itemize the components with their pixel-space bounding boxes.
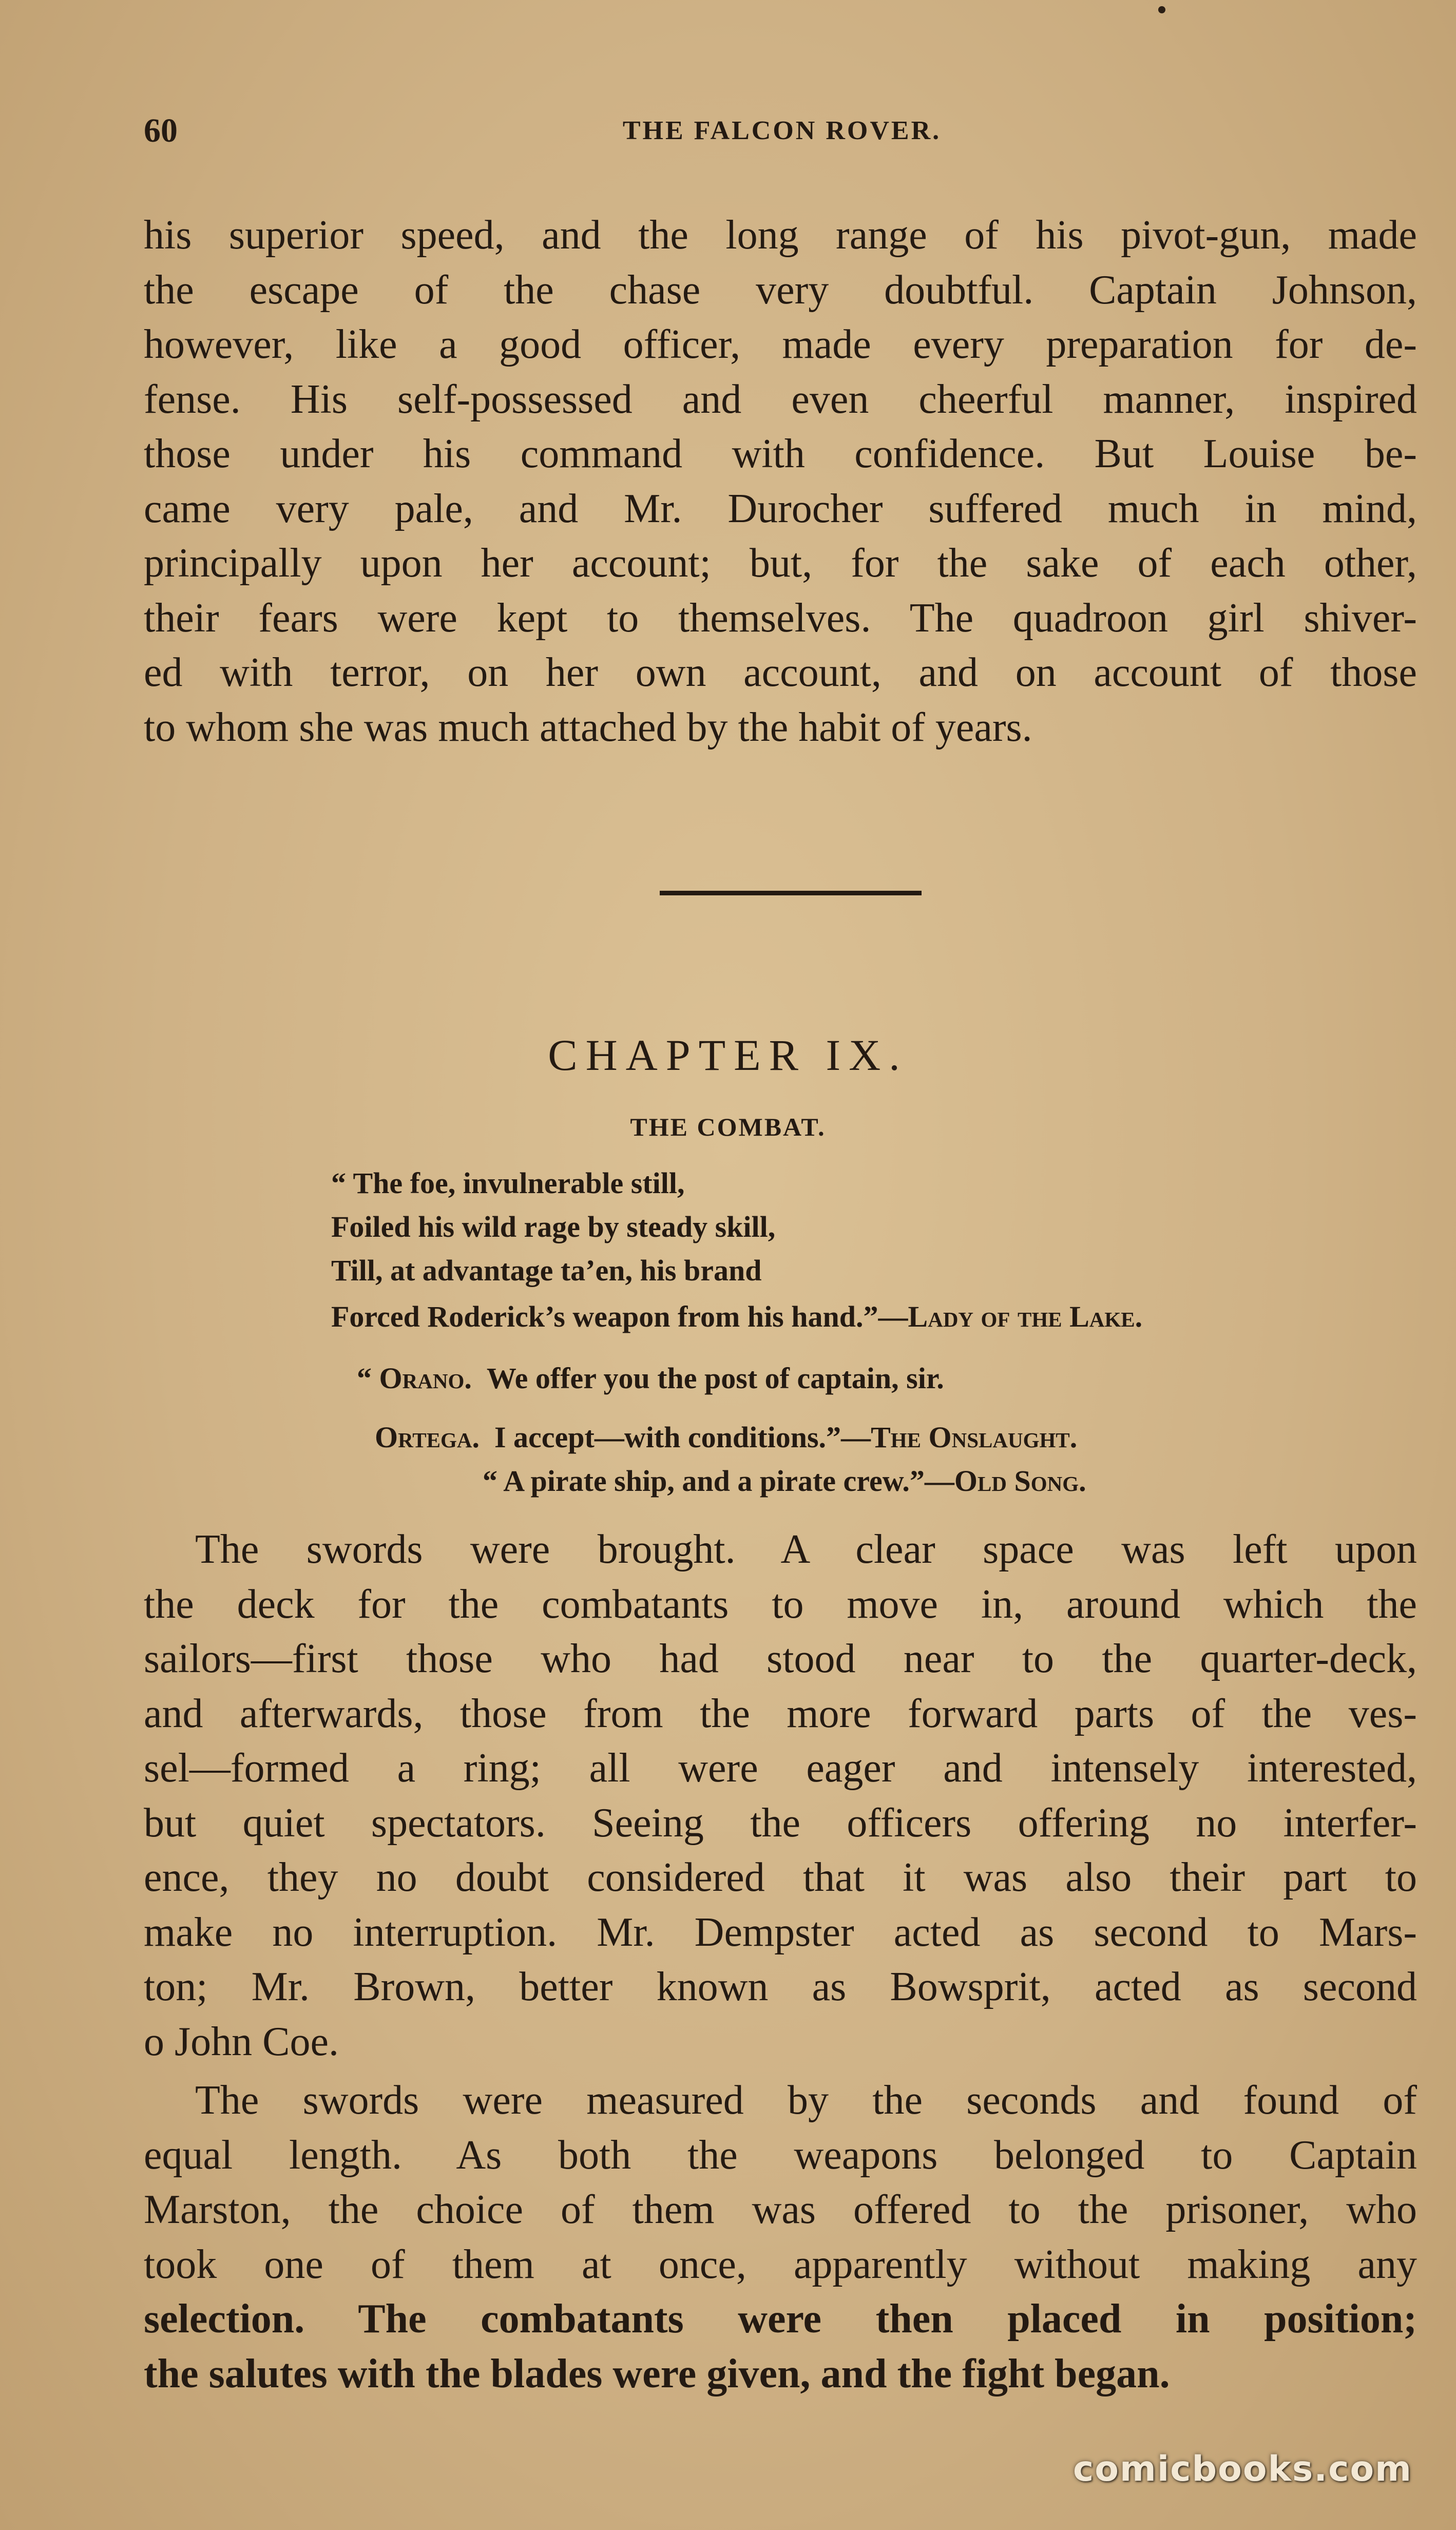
epigraph-line bbox=[331, 1296, 1142, 1337]
epigraph-source: Old Song. bbox=[954, 1464, 1086, 1498]
text-line: the deck for the combatants to move in, around which the bbox=[144, 1581, 1417, 1627]
epigraph-source: Lady of the Lake. bbox=[908, 1300, 1143, 1333]
chapter-subtitle: THE COMBAT. bbox=[630, 1113, 826, 1141]
epigraph-source: The Onslaught. bbox=[871, 1421, 1078, 1454]
text-line: sailors—first those who had stood near to the quarter-deck, bbox=[144, 1636, 1417, 1681]
epigraph-line: Foiled his wild rage by steady skill, bbox=[331, 1210, 776, 1243]
epigraph-dialogue bbox=[375, 1417, 1077, 1458]
text-line: those under his command with confidence. But Louise be- bbox=[144, 431, 1417, 476]
epigraph-line: “ The foe, invulnerable still, bbox=[331, 1166, 685, 1200]
text-line: their fears were kept to themselves. The quadroon girl shiver- bbox=[144, 595, 1417, 641]
text-line: and afterwards, those from the more forward parts of the ves- bbox=[144, 1691, 1417, 1736]
epigraph-line: Till, at advantage ta’en, his brand bbox=[331, 1254, 762, 1287]
text-line: ton; Mr. Brown, better known as Bowsprit, acted as second bbox=[144, 1964, 1417, 2009]
epigraph-song bbox=[483, 1461, 1086, 1502]
text-line: selection. The combatants were then placed in position; bbox=[144, 2296, 1417, 2342]
body-paragraph-2 bbox=[144, 2073, 1417, 2401]
text-line: ence, they no doubt considered that it was also their part to bbox=[144, 1855, 1417, 1900]
section-divider bbox=[660, 891, 922, 895]
body-paragraph-1 bbox=[144, 1522, 1417, 2069]
ink-spot bbox=[1158, 6, 1165, 13]
text-line: however, like a good officer, made every preparation for de- bbox=[144, 322, 1417, 367]
watermark: comicbooks.com bbox=[1073, 2449, 1413, 2489]
text-line: principally upon her account; but, for the sake of each other, bbox=[144, 541, 1417, 586]
running-title: THE FALCON ROVER. bbox=[622, 116, 942, 145]
text-line: came very pale, and Mr. Durocher suffered much in mind, bbox=[144, 486, 1417, 531]
text-line: o John Coe. bbox=[144, 2019, 339, 2064]
top-paragraph bbox=[144, 208, 1417, 755]
epigraph-text: “ A pirate ship, and a pirate crew.”— bbox=[483, 1464, 954, 1498]
page-number: 60 bbox=[144, 112, 178, 149]
text-line: equal length. As both the weapons belonged to Captain bbox=[144, 2132, 1417, 2178]
running-head bbox=[144, 110, 1420, 151]
chapter-title: CHAPTER IX. bbox=[548, 1030, 908, 1080]
dialogue-text: I accept—with conditions.”— bbox=[494, 1421, 871, 1454]
text-line: The swords were measured by the seconds and found of bbox=[195, 2078, 1417, 2123]
text-line: The swords were brought. A clear space was left upon bbox=[195, 1527, 1417, 1572]
text-line: fense. His self-possessed and even cheerful manner, inspired bbox=[144, 376, 1417, 422]
text-line: the escape of the chase very doubtful. Captain Johnson, bbox=[144, 267, 1417, 313]
text-line: the salutes with the blades were given, and the fight began. bbox=[144, 2351, 1170, 2397]
speaker-name: “ Orano. bbox=[357, 1362, 472, 1395]
text-line: to whom she was much attached by the habit of years. bbox=[144, 704, 1032, 750]
text-line: sel—formed a ring; all were eager and intensely interested, bbox=[144, 1746, 1417, 1791]
text-line: but quiet spectators. Seeing the officers offering no interfer- bbox=[144, 1800, 1417, 1846]
text-line: ed with terror, on her own account, and on account of those bbox=[144, 650, 1417, 695]
text-line: Marston, the choice of them was offered to the prisoner, who bbox=[144, 2187, 1417, 2232]
text-line: make no interruption. Mr. Dempster acted as second to Mars- bbox=[144, 1909, 1417, 1955]
text-line: his superior speed, and the long range of his pivot-gun, made bbox=[144, 213, 1417, 258]
text-line: took one of them at once, apparently without making any bbox=[144, 2241, 1417, 2287]
epigraph-text: Forced Roderick’s weapon from his hand.”— bbox=[331, 1300, 908, 1333]
speaker-name: Ortega. bbox=[375, 1421, 480, 1454]
epigraph-dialogue bbox=[357, 1358, 944, 1399]
dialogue-text: We offer you the post of captain, sir. bbox=[486, 1362, 944, 1395]
